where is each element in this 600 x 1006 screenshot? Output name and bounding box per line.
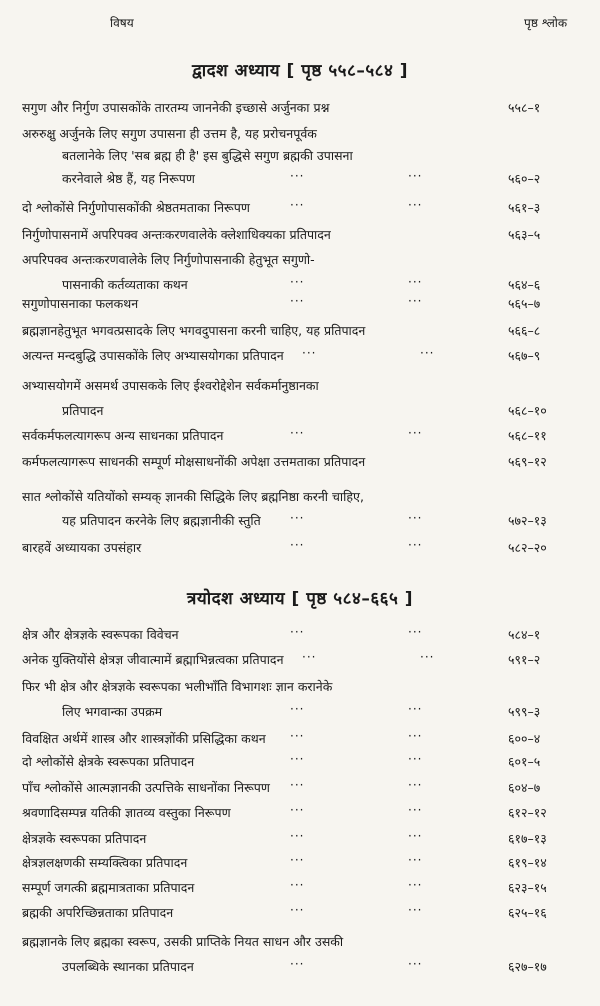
leader-dots: ··· bbox=[290, 878, 305, 892]
toc-entry-line bbox=[0, 376, 600, 396]
page-verse-number: ६०१–५ bbox=[508, 754, 541, 769]
page-verse-number: ५६३–५ bbox=[508, 227, 541, 242]
leader-dots: ··· bbox=[408, 275, 423, 289]
toc-entry-text: पासनाकी कर्तव्यताका कथन bbox=[62, 277, 188, 292]
chapter-title: त्रयोदश अध्याय [ पृष्ठ ५८४–६६५ ] bbox=[186, 589, 414, 609]
toc-entry-line bbox=[0, 321, 600, 341]
toc-entry-line bbox=[0, 829, 600, 849]
page-verse-number: ५६५–७ bbox=[508, 296, 541, 311]
page-verse-number: ५८२–२० bbox=[508, 540, 547, 555]
toc-entry-text: अपरिपक्व अन्तःकरणवालेके लिए निर्गुणोपासनाकी हेतुभूत सगुणो- bbox=[22, 252, 315, 267]
leader-dots: ··· bbox=[408, 829, 423, 843]
leader-dots: ··· bbox=[408, 294, 423, 308]
page-verse-number: ५६८–१० bbox=[508, 403, 547, 418]
chapter-title: द्वादश अध्याय [ पृष्ठ ५५८–५८४ ] bbox=[191, 61, 409, 81]
leader-dots: ··· bbox=[290, 729, 305, 743]
leader-dots: ··· bbox=[290, 957, 305, 971]
leader-dots: ··· bbox=[290, 275, 305, 289]
leader-dots: ··· bbox=[290, 829, 305, 843]
leader-dots: ··· bbox=[408, 803, 423, 817]
toc-entry-text: प्रतिपादन bbox=[62, 403, 104, 418]
leader-dots: ··· bbox=[290, 511, 305, 525]
leader-dots: ··· bbox=[408, 729, 423, 743]
page-verse-number: ५८४–१ bbox=[508, 627, 541, 642]
toc-entry-text: ब्रह्मकी अपरिच्छिन्नताका प्रतिपादन bbox=[22, 905, 174, 920]
page-verse-number: ६२७–१७ bbox=[508, 959, 547, 974]
toc-entry-line bbox=[0, 225, 600, 245]
toc-entry-text: लिए भगवान्का उपक्रम bbox=[62, 704, 163, 719]
toc-entry-text: क्षेत्र और क्षेत्रज्ञके स्वरूपका विवेचन bbox=[22, 627, 179, 642]
toc-entry-text: उपलब्धिके स्थानका प्रतिपादन bbox=[62, 959, 194, 974]
page-verse-number: ५६९–१२ bbox=[508, 454, 547, 469]
toc-entry-text: फिर भी क्षेत्र और क्षेत्रज्ञके स्वरूपका भलीभाँति विभागशः ज्ञान करानेके bbox=[22, 679, 333, 694]
toc-entry-line bbox=[0, 778, 600, 798]
leader-dots: ··· bbox=[408, 957, 423, 971]
toc-entry-line bbox=[0, 294, 600, 314]
leader-dots: ··· bbox=[408, 511, 423, 525]
toc-entry-text: बतलानेके लिए 'सब ब्रह्म ही है' इस बुद्धिसे सगुण ब्रह्मकी उपासना bbox=[62, 148, 353, 163]
leader-dots: ··· bbox=[290, 853, 305, 867]
toc-entry-line bbox=[0, 401, 600, 421]
leader-dots: ··· bbox=[290, 169, 305, 183]
leader-dots: ··· bbox=[408, 625, 423, 639]
page-verse-number: ५६७–९ bbox=[508, 348, 541, 363]
page-verse-number: ६१७–१३ bbox=[508, 831, 547, 846]
page-verse-number: ५९९–३ bbox=[508, 704, 541, 719]
toc-entry-text: कर्मफलत्यागरूप साधनकी सम्पूर्ण मोक्षसाधनोंकी अपेक्षा उत्तमताका प्रतिपादन bbox=[22, 454, 366, 469]
leader-dots: ··· bbox=[420, 346, 435, 360]
leader-dots: ··· bbox=[408, 702, 423, 716]
page-verse-number: ६०४–७ bbox=[508, 780, 541, 795]
leader-dots: ··· bbox=[290, 803, 305, 817]
leader-dots: ··· bbox=[290, 778, 305, 792]
page-verse-number: ५६४–६ bbox=[508, 277, 541, 292]
leader-dots: ··· bbox=[290, 625, 305, 639]
page-verse-number: ५६०–२ bbox=[508, 171, 541, 186]
leader-dots: ··· bbox=[408, 878, 423, 892]
toc-entry-text: अनेक युक्तियोंसे क्षेत्रज्ञ जीवात्मामें ब्रह्माभिन्नत्वका प्रतिपादन bbox=[22, 652, 284, 667]
toc-entry-text: करनेवाले श्रेष्ठ हैं, यह निरूपण bbox=[62, 171, 195, 186]
leader-dots: ··· bbox=[420, 650, 435, 664]
leader-dots: ··· bbox=[408, 198, 423, 212]
toc-entry-text: यह प्रतिपादन करनेके लिए ब्रह्मज्ञानीकी स्तुति bbox=[62, 513, 261, 528]
leader-dots: ··· bbox=[290, 903, 305, 917]
toc-entry-text: सर्वकर्मफलत्यागरूप अन्य साधनका प्रतिपादन bbox=[22, 428, 224, 443]
toc-entry-line bbox=[0, 98, 600, 118]
toc-entry-line bbox=[0, 511, 600, 531]
toc-entry-text: श्रवणादिसम्पन्न यतिकी ज्ञातव्य वस्तुका निरूपण bbox=[22, 805, 231, 820]
toc-entry-text: बारहवें अध्यायका उपसंहार bbox=[22, 540, 142, 555]
toc-entry-text: क्षेत्रज्ञके स्वरूपका प्रतिपादन bbox=[22, 831, 147, 846]
toc-entry-text: दो श्लोकोंसे क्षेत्रके स्वरूपका प्रतिपादन bbox=[22, 754, 195, 769]
toc-entry-line bbox=[0, 702, 600, 722]
leader-dots: ··· bbox=[290, 702, 305, 716]
toc-entry-line bbox=[0, 146, 600, 166]
toc-entry-text: अरुरुक्षु अर्जुनके लिए सगुण उपासना ही उत्तम है, यह प्ररोचनपूर्वक bbox=[22, 126, 317, 141]
toc-entry-text: ब्रह्मज्ञानहेतुभूत भगवत्प्रसादके लिए भगवदुपासना करनी चाहिए, यह प्रतिपादन bbox=[22, 323, 366, 338]
page-verse-number: ६१२–१२ bbox=[508, 805, 547, 820]
toc-entry-line bbox=[0, 957, 600, 977]
leader-dots: ··· bbox=[290, 538, 305, 552]
subject-column-header: विषय bbox=[110, 16, 134, 30]
toc-entry-line bbox=[0, 878, 600, 898]
page-verse-column-header: पृष्ठ श्लोक bbox=[524, 16, 568, 30]
toc-entry-line bbox=[0, 198, 600, 218]
page-verse-number: ५६८–११ bbox=[508, 428, 547, 443]
toc-entry-line bbox=[0, 169, 600, 189]
toc-entry-text: सम्पूर्ण जगत्की ब्रह्ममात्रताका प्रतिपादन bbox=[22, 880, 195, 895]
page-verse-number: ६००–४ bbox=[508, 731, 541, 746]
page-verse-number: ५६१–३ bbox=[508, 200, 541, 215]
toc-entry-line bbox=[0, 752, 600, 772]
toc-entry-line bbox=[0, 903, 600, 923]
leader-dots: ··· bbox=[290, 294, 305, 308]
leader-dots: ··· bbox=[302, 650, 317, 664]
toc-entry-text: पाँच श्लोकोंसे आत्मज्ञानकी उत्पत्तिके साधनोंका निरूपण bbox=[22, 780, 270, 795]
page-verse-number: ६१९–१४ bbox=[508, 855, 547, 870]
toc-entry-line bbox=[0, 346, 600, 366]
toc-entry-line bbox=[0, 487, 600, 507]
leader-dots: ··· bbox=[408, 778, 423, 792]
page-verse-number: ५५८–१ bbox=[508, 100, 541, 115]
toc-entry-line bbox=[0, 250, 600, 270]
leader-dots: ··· bbox=[408, 426, 423, 440]
leader-dots: ··· bbox=[290, 198, 305, 212]
toc-entry-text: अभ्यासयोगमें असमर्थ उपासकके लिए ईश्वरोद्देशेन सर्वकर्मानुष्ठानका bbox=[22, 378, 319, 393]
toc-entry-line bbox=[0, 538, 600, 558]
toc-entry-text: निर्गुणोपासनामें अपरिपक्व अन्तःकरणवालेके क्लेशाधिक्यका प्रतिपादन bbox=[22, 227, 331, 242]
toc-entry-text: विवक्षित अर्थमें शास्त्र और शास्त्रज्ञोंकी प्रसिद्धिका कथन bbox=[22, 731, 266, 746]
leader-dots: ··· bbox=[408, 169, 423, 183]
page-verse-number: ५६६–८ bbox=[508, 323, 541, 338]
page-verse-number: ६२३–१५ bbox=[508, 880, 547, 895]
toc-entry-text: अत्यन्त मन्दबुद्धि उपासकोंके लिए अभ्यासयोगका प्रतिपादन bbox=[22, 348, 284, 363]
toc-entry-line bbox=[0, 932, 600, 952]
leader-dots: ··· bbox=[408, 752, 423, 766]
toc-entry-line bbox=[0, 650, 600, 670]
leader-dots: ··· bbox=[408, 538, 423, 552]
toc-entry-line bbox=[0, 625, 600, 645]
page-verse-number: ५९१–२ bbox=[508, 652, 541, 667]
page-verse-number: ५७२–१३ bbox=[508, 513, 547, 528]
toc-entry-line bbox=[0, 677, 600, 697]
toc-entry-line bbox=[0, 729, 600, 749]
toc-entry-text: सात श्लोकोंसे यतियोंको सम्यक् ज्ञानकी सिद्धिके लिए ब्रह्मनिष्ठा करनी चाहिए, bbox=[22, 489, 364, 504]
toc-entry-line bbox=[0, 853, 600, 873]
page-verse-number: ६२५–१६ bbox=[508, 905, 547, 920]
toc-entry-text: सगुणोपासनाका फलकथन bbox=[22, 296, 139, 311]
toc-entry-line bbox=[0, 803, 600, 823]
leader-dots: ··· bbox=[408, 903, 423, 917]
toc-entry-line bbox=[0, 426, 600, 446]
toc-entry-text: दो श्लोकोंसे निर्गुणोपासकोंकी श्रेष्ठतमताका निरूपण bbox=[22, 200, 250, 215]
leader-dots: ··· bbox=[302, 346, 317, 360]
leader-dots: ··· bbox=[290, 426, 305, 440]
toc-entry-text: सगुण और निर्गुण उपासकोंके तारतम्य जाननेकी इच्छासे अर्जुनका प्रश्न bbox=[22, 100, 330, 115]
toc-entry-line bbox=[0, 452, 600, 472]
leader-dots: ··· bbox=[290, 752, 305, 766]
toc-entry-line bbox=[0, 124, 600, 144]
toc-entry-text: क्षेत्रज्ञलक्षणकी सम्यक्त्विका प्रतिपादन bbox=[22, 855, 188, 870]
toc-entry-text: ब्रह्मज्ञानके लिए ब्रह्मका स्वरूप, उसकी प्राप्तिके नियत साधन और उसकी bbox=[22, 934, 344, 949]
leader-dots: ··· bbox=[408, 853, 423, 867]
